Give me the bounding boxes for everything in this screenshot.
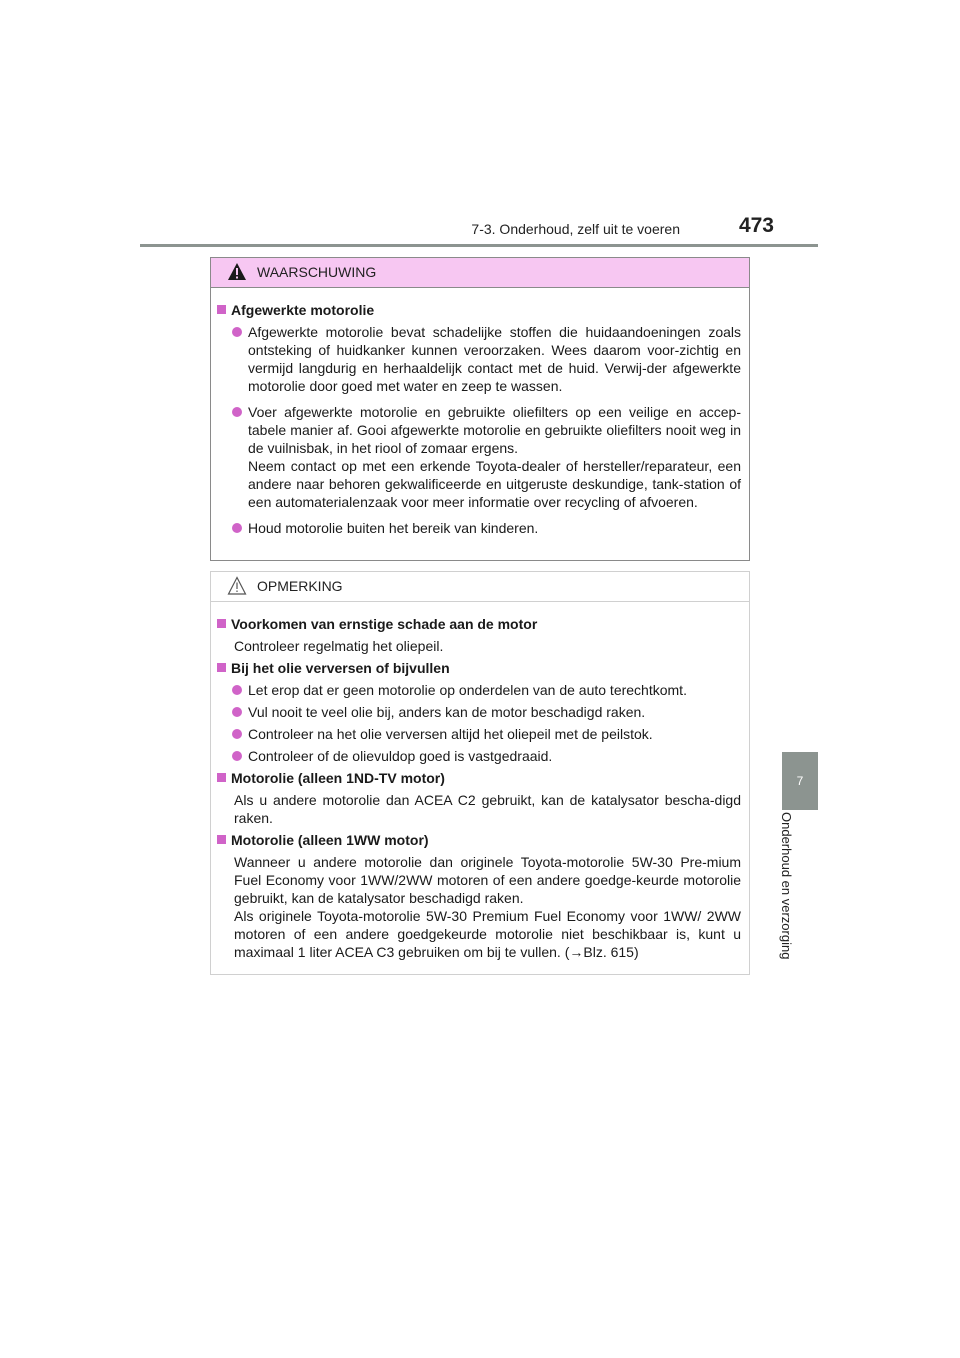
square-bullet-icon bbox=[217, 835, 226, 844]
round-bullet-icon bbox=[232, 685, 242, 695]
round-bullet-icon bbox=[232, 707, 242, 717]
round-bullet-icon bbox=[232, 327, 242, 337]
note-body bbox=[211, 602, 749, 961]
round-bullet-icon bbox=[232, 407, 242, 417]
list-item: Controleer na het olie verversen altijd het oliepeil met de peilstok. bbox=[217, 725, 741, 743]
list-item: Controleer of de olievuldop goed is vastgedraaid. bbox=[217, 747, 741, 765]
note-section-title: Motorolie (alleen 1ND-TV motor) bbox=[217, 769, 741, 787]
round-bullet-icon bbox=[232, 523, 242, 533]
note-title: OPMERKING bbox=[257, 578, 343, 594]
warning-body bbox=[211, 288, 749, 537]
warning-section-title: Afgewerkte motorolie bbox=[217, 301, 741, 319]
square-bullet-icon bbox=[217, 305, 226, 314]
square-bullet-icon bbox=[217, 773, 226, 782]
list-item: Let erop dat er geen motorolie op onderdelen van de auto terechtkomt. bbox=[217, 681, 741, 699]
note-text: Controleer regelmatig het oliepeil. bbox=[234, 638, 444, 654]
note-section-title: Voorkomen van ernstige schade aan de motor bbox=[217, 615, 741, 633]
note-text: Als u andere motorolie dan ACEA C2 gebruikt, kan de katalysator bescha-digd raken. bbox=[234, 792, 741, 826]
note-text: Wanneer u andere motorolie dan originele Toyota-motorolie 5W-30 Pre-mium Fuel Economy voor 1WW/2WW motoren of een andere goedge-keurde motorolie gebruikt, kan de katalysator beschadigd raken. Als originele Toyota-motorolie 5W-30 Premium Fuel Economy voor 1WW/ 2WW motoren of een andere goedgekeurde motorolie niet beschikbaar is, kunt u maximaal 1 liter ACEA C3 gebruiken om bij te vullen. (→Blz. 615) bbox=[234, 854, 741, 960]
chapter-tab: 7 bbox=[782, 752, 818, 810]
chapter-label-text: Onderhoud en verzorging bbox=[779, 812, 794, 960]
note-box bbox=[210, 571, 750, 975]
page-number: 473 bbox=[738, 214, 774, 237]
note-header bbox=[211, 572, 749, 602]
list-item: Voer afgewerkte motorolie en gebruikte oliefilters op een veilige en accep-tabele manier af. Gooi afgewerkte motorolie en gebruikte oliefilters nooit weg in de vuilnisbak, in het riool of zomaar ergens. Neem contact op met een erkende Toyota-dealer of hersteller/reparateur, een andere naar behoren gekwalificeerde en uitgeruste deskundige, tank-station of een automaterialenzaak voor meer informatie over recycling of afvoeren. bbox=[217, 403, 741, 511]
warning-box bbox=[210, 257, 750, 561]
warning-triangle-filled-icon bbox=[227, 262, 247, 282]
list-item: Houd motorolie buiten het bereik van kinderen. bbox=[217, 519, 741, 537]
round-bullet-icon bbox=[232, 729, 242, 739]
list-item: Vul nooit te veel olie bij, anders kan de motor beschadigd raken. bbox=[217, 703, 741, 721]
warning-header bbox=[211, 258, 749, 288]
warning-triangle-outline-icon bbox=[227, 576, 247, 596]
section-title: 7-3. Onderhoud, zelf uit te voeren bbox=[471, 221, 680, 237]
round-bullet-icon bbox=[232, 751, 242, 761]
square-bullet-icon bbox=[217, 619, 226, 628]
note-section-title: Motorolie (alleen 1WW motor) bbox=[217, 831, 741, 849]
list-item: Afgewerkte motorolie bevat schadelijke stoffen die huidaandoeningen zoals ontsteking of huidkanker kunnen veroorzaken. Wees daarom voor-zichtig en vermijd langdurig en herhaaldelijk contact met de huid. Verwij-der afgewerkte motorolie door goed met water en zeep te wassen. bbox=[217, 323, 741, 395]
header-divider bbox=[140, 244, 818, 247]
note-section-title: Bij het olie verversen of bijvullen bbox=[217, 659, 741, 677]
chapter-label bbox=[779, 812, 818, 992]
square-bullet-icon bbox=[217, 663, 226, 672]
warning-title: WAARSCHUWING bbox=[257, 264, 377, 280]
